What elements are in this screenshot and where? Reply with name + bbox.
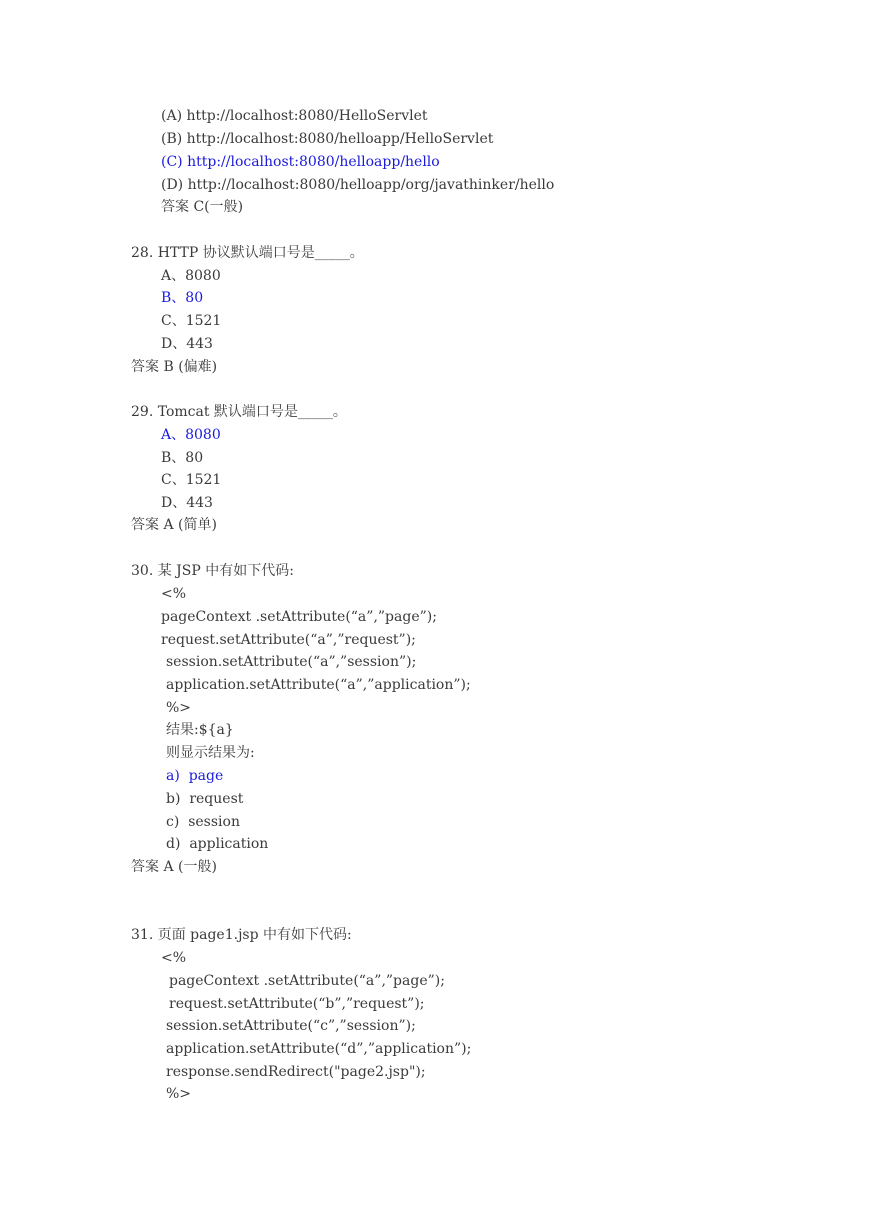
- q29-option-b: B、80: [161, 450, 204, 466]
- q29-answer: 答案 A (简单): [131, 517, 217, 533]
- q27-option-c-correct: (C) http://localhost:8080/helloapp/hello: [161, 154, 440, 170]
- q29-option-a-correct: A、8080: [161, 427, 221, 443]
- q30-code-line: request.setAttribute(“a”,”request”);: [161, 632, 416, 648]
- q28-option-b-correct: B、80: [161, 290, 204, 306]
- q28-option-c: C、1521: [161, 313, 222, 329]
- q30-option-b: b) request: [166, 791, 244, 807]
- q30-code-line: <%: [161, 586, 187, 602]
- q31-question: 31. 页面 page1.jsp 中有如下代码:: [131, 927, 352, 943]
- q31-code-line: response.sendRedirect("page2.jsp");: [166, 1064, 426, 1080]
- q31-code-line: request.setAttribute(“b”,”request”);: [169, 996, 425, 1012]
- q30-answer: 答案 A (一般): [131, 859, 217, 875]
- q28-question: 28. HTTP 协议默认端口号是_____。: [131, 245, 364, 261]
- q30-option-c: c) session: [166, 814, 240, 830]
- q30-prompt: 则显示结果为:: [166, 745, 255, 761]
- q28-option-a: A、8080: [161, 268, 221, 284]
- q27-option-a: (A) http://localhost:8080/HelloServlet: [161, 108, 428, 124]
- q27-answer: 答案 C(一般): [161, 199, 244, 215]
- q29-option-d: D、443: [161, 495, 213, 511]
- q31-code-line: session.setAttribute(“c”,”session”);: [166, 1018, 416, 1034]
- q31-code-line: pageContext .setAttribute(“a”,”page”);: [169, 973, 445, 989]
- q30-option-a-correct: a) page: [166, 768, 224, 784]
- q30-code-line: 结果:${a}: [166, 722, 234, 738]
- q30-code-line: %>: [166, 700, 192, 716]
- q28-option-d: D、443: [161, 336, 213, 352]
- q29-option-c: C、1521: [161, 472, 222, 488]
- q27-option-b: (B) http://localhost:8080/helloapp/HelloServlet: [161, 131, 494, 147]
- q30-code-line: pageContext .setAttribute(“a”,”page”);: [161, 609, 437, 625]
- q29-question: 29. Tomcat 默认端口号是_____。: [131, 404, 347, 420]
- q27-option-d: (D) http://localhost:8080/helloapp/org/javathinker/hello: [161, 177, 555, 193]
- q30-code-line: session.setAttribute(“a”,”session”);: [166, 654, 417, 670]
- q30-question: 30. 某 JSP 中有如下代码:: [131, 563, 294, 579]
- q31-code-line: %>: [166, 1086, 192, 1102]
- q28-answer: 答案 B (偏难): [131, 359, 218, 375]
- q31-code-line: <%: [161, 950, 187, 966]
- q30-code-line: application.setAttribute(“a”,”application”);: [166, 677, 471, 693]
- q31-code-line: application.setAttribute(“d”,”application”);: [166, 1041, 472, 1057]
- q30-option-d: d) application: [166, 836, 269, 852]
